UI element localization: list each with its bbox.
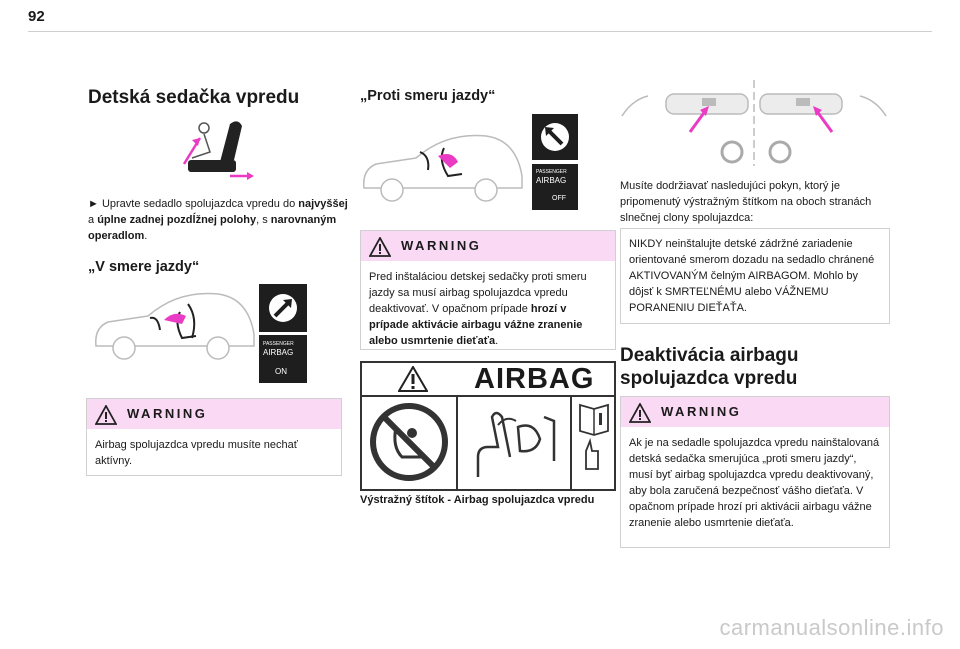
instruction-part: a xyxy=(88,214,98,226)
warning-header xyxy=(361,231,615,261)
instruction-part: Upravte sedadlo spolujazdca vpredu do xyxy=(98,198,299,210)
warning-triangle-icon xyxy=(369,237,391,257)
panel-line3: ON xyxy=(275,367,287,376)
label-title: AIRBAG xyxy=(474,363,595,395)
warning-bold: hrozí v prípade aktivácie airbagu vážne zranenie alebo usmrtenie dieťaťa xyxy=(369,303,583,347)
instruction-part: , s xyxy=(256,214,271,226)
car-rearward-icon xyxy=(358,126,526,206)
key-switch-off-icon xyxy=(532,114,578,160)
panel-line1: PASSENGER xyxy=(536,169,567,175)
warning-box-airbag-active xyxy=(86,398,342,476)
warning-text: Airbag spolujazdca vpredu musíte nechať aktívny. xyxy=(95,439,298,467)
panel-line2: AIRBAG xyxy=(536,176,567,185)
warning-triangle-icon xyxy=(398,366,428,392)
warning-box-deactivation xyxy=(620,396,890,548)
warning-part: Pred inštaláciou detskej sedačky proti smeru jazdy sa musí airbag spolujazdca vpredu deaktivovať. V opačnom prípade xyxy=(369,271,587,315)
warning-header xyxy=(621,397,889,427)
rear-facing-subtitle: „Proti smeru jazdy“ xyxy=(360,88,496,104)
warning-part: . xyxy=(495,335,499,347)
panel-line2: AIRBAG xyxy=(263,348,294,357)
page-number: 92 xyxy=(28,8,45,25)
airbag-warning-label xyxy=(360,361,616,491)
warning-header xyxy=(87,399,341,429)
warning-text xyxy=(361,261,615,357)
manual-icon xyxy=(572,397,614,489)
seat-adjust-icon xyxy=(160,116,260,186)
warning-title: WARNING xyxy=(661,404,742,419)
instruction-bold: najvyššej xyxy=(298,198,348,210)
warning-box-rear-facing xyxy=(360,230,616,350)
panel-line3: OFF xyxy=(552,195,566,202)
instruction-bold: narovnaným operadlom xyxy=(88,214,337,242)
warning-triangle-icon xyxy=(629,403,651,423)
key-switch-on-icon xyxy=(259,284,307,332)
header-divider xyxy=(28,31,932,32)
sunvisor-icon xyxy=(620,76,888,168)
deactivation-title: Deaktivácia airbagu spolujazdca vpredu xyxy=(620,345,799,389)
section-title: Detská sedačka vpredu xyxy=(88,87,300,108)
warning-title: WARNING xyxy=(401,238,482,253)
airbag-off-panel xyxy=(532,164,578,210)
label-header xyxy=(362,363,614,397)
instruction-text xyxy=(88,196,350,244)
label-caption: Výstražný štítok - Airbag spolujazdca vpredu xyxy=(360,494,595,506)
airbag-on-panel xyxy=(259,335,307,383)
forward-facing-subtitle: „V smere jazdy“ xyxy=(88,259,200,275)
warning-text: Ak je na sedadle spolujazdca vpredu nainštalovaná detská sedačka smerujúca „proti smeru jazdy“, musí byť airbag spolujazdca vpredu deaktivovaný, aby bola zaručená bezpečnosť vášho dieťaťa. V opačnom prípade hrozí pri aktivácii airbagu vážne zranenie alebo usmrtenie dieťaťa. xyxy=(629,437,880,529)
reminder-note: NIKDY neinštalujte detské zádržné zariadenie orientované smerom dozadu na sedadlo chránené AKTIVOVANÝM čelným AIRBAGOM. Mohlo by dôjsť k SMRTEĽNÉMU alebo VÁŽNEMU PORANENIU DIEŤAŤA. xyxy=(620,228,890,324)
watermark: carmanualsonline.info xyxy=(719,615,944,640)
warning-title: WARNING xyxy=(127,406,208,421)
no-child-seat-icon xyxy=(362,397,458,489)
car-forward-icon xyxy=(88,284,258,364)
panel-line1: PASSENGER xyxy=(263,341,294,347)
instruction-bold: úplne zadnej pozdĺžnej polohy xyxy=(97,214,257,226)
warning-triangle-icon xyxy=(95,405,117,425)
airbag-deploy-icon xyxy=(458,397,572,489)
intro-text: Musíte dodržiavať nasledujúci pokyn, ktorý je pripomenutý výstražným štítkom na oboch stranách slnečnej clony spolujazdca: xyxy=(620,180,872,224)
bullet-arrow: ► xyxy=(88,198,99,210)
instruction-part: . xyxy=(144,230,148,242)
